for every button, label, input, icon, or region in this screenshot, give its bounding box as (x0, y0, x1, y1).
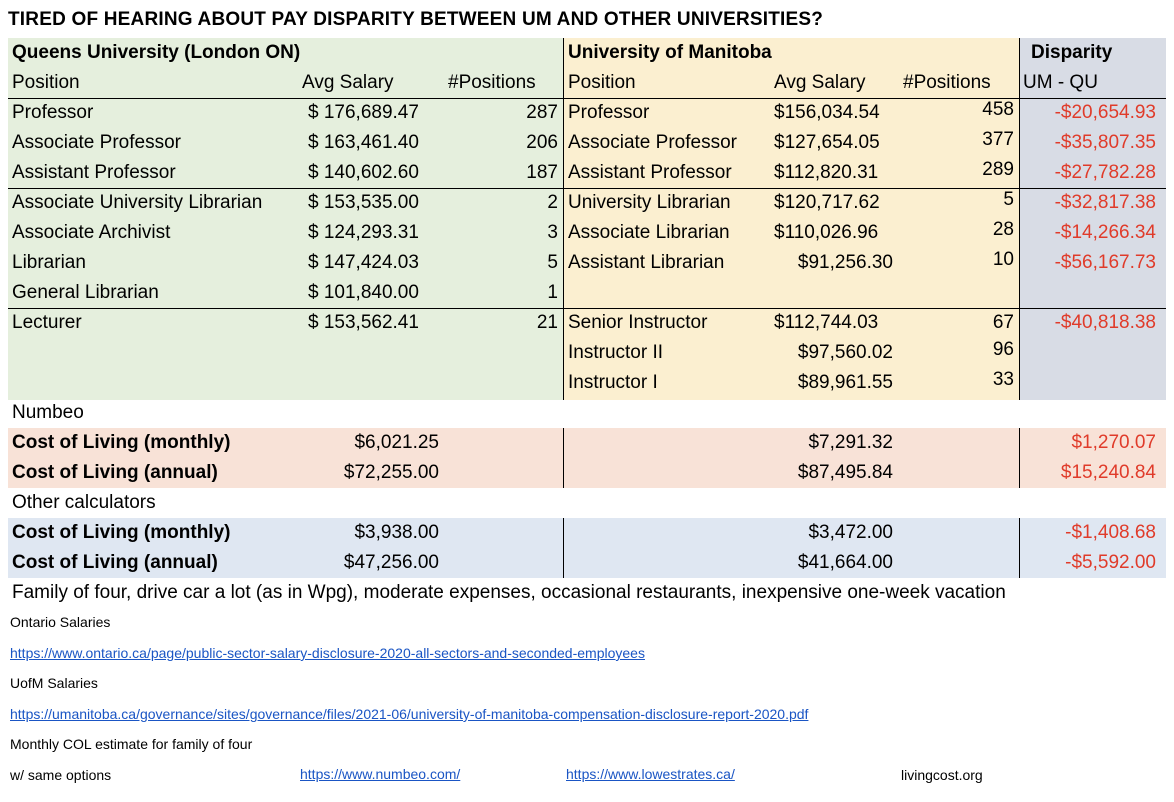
divider-line (563, 38, 564, 400)
count-cell: 3 (547, 222, 558, 243)
count-cell: 458 (982, 99, 1014, 120)
position-cell: Senior Instructor (568, 312, 708, 333)
salary-cell: $156,034.54 (774, 102, 880, 123)
other-annual-label: Cost of Living (annual) (12, 552, 218, 573)
col-estimate-label: Monthly COL estimate for family of four (10, 736, 253, 752)
count-cell: 2 (547, 192, 558, 213)
other-qu-monthly: $3,938.00 (354, 522, 439, 543)
divider-line (1019, 518, 1020, 578)
position-cell: Assistant Librarian (568, 252, 725, 273)
numbeo-qu-annual: $72,255.00 (343, 462, 439, 483)
count-cell: 187 (526, 162, 558, 183)
salary-cell: $89,961.55 (797, 372, 893, 393)
uofm-salaries-link[interactable]: https://umanitoba.ca/governance/sites/governance/files/2021-06/university-of-manitoba-compensation-disclosure-report-2020.pdf (10, 706, 809, 722)
column-header-position: Position (568, 72, 636, 93)
count-cell: 33 (992, 369, 1014, 390)
divider-line (1019, 428, 1020, 488)
numbeo-qu-monthly: $6,021.25 (354, 432, 439, 453)
numbeo-diff-monthly: $1,270.07 (1071, 432, 1156, 453)
count-cell: 67 (992, 312, 1014, 333)
position-cell: Associate Archivist (12, 222, 171, 243)
count-cell: 10 (992, 249, 1014, 270)
divider-line (1019, 38, 1020, 400)
position-cell: Assistant Professor (12, 162, 176, 183)
salary-cell: $ 176,689.47 (308, 102, 419, 123)
disparity-value: -$20,654.93 (1054, 102, 1156, 123)
salary-cell: $127,654.05 (774, 132, 880, 153)
family-note: Family of four, drive car a lot (as in Wpg), moderate expenses, occasional restaurants, inexpensive one-week vacation (12, 582, 1006, 603)
column-header-positions: #Positions (903, 72, 991, 93)
numbeo-link[interactable]: https://www.numbeo.com/ (300, 766, 461, 782)
disparity-value: -$14,266.34 (1054, 222, 1156, 243)
count-cell: 289 (982, 159, 1014, 180)
position-cell: Assistant Professor (568, 162, 732, 183)
other-diff-annual: -$5,592.00 (1065, 552, 1156, 573)
disparity-subheading: UM - QU (1023, 72, 1098, 93)
position-cell: Instructor I (568, 372, 658, 393)
lowestrates-link[interactable]: https://www.lowestrates.ca/ (566, 766, 735, 782)
salary-cell: $120,717.62 (774, 192, 880, 213)
salary-cell: $ 124,293.31 (308, 222, 419, 243)
count-cell: 21 (536, 312, 558, 333)
position-cell: Associate Professor (568, 132, 737, 153)
numbeo-diff-annual: $15,240.84 (1060, 462, 1156, 483)
position-cell: General Librarian (12, 282, 159, 303)
divider-line (563, 428, 564, 488)
salary-cell: $ 153,535.00 (308, 192, 419, 213)
position-cell: Professor (12, 102, 94, 123)
numbeo-monthly-label: Cost of Living (monthly) (12, 432, 231, 453)
other-qu-annual: $47,256.00 (343, 552, 439, 573)
column-header-avg-salary: Avg Salary (302, 72, 394, 93)
page-title: TIRED OF HEARING ABOUT PAY DISPARITY BETWEEN UM AND OTHER UNIVERSITIES? (8, 9, 824, 30)
position-cell: Associate Librarian (568, 222, 730, 243)
position-cell: Associate University Librarian (12, 192, 263, 213)
position-cell: University Librarian (568, 192, 731, 213)
queens-heading: Queens University (London ON) (12, 42, 301, 63)
count-cell: 5 (547, 252, 558, 273)
ontario-salaries-label: Ontario Salaries (10, 614, 111, 630)
count-cell: 206 (526, 132, 558, 153)
salary-cell: $ 147,424.03 (308, 252, 419, 273)
position-cell: Librarian (12, 252, 86, 273)
other-diff-monthly: -$1,408.68 (1065, 522, 1156, 543)
other-calculators-label: Other calculators (12, 492, 156, 513)
count-cell: 96 (992, 339, 1014, 360)
salary-cell: $91,256.30 (797, 252, 893, 273)
disparity-value: -$27,782.28 (1054, 162, 1156, 183)
um-heading: University of Manitoba (568, 42, 772, 63)
livingcost-label: livingcost.org (901, 767, 983, 783)
uofm-salaries-label: UofM Salaries (10, 675, 98, 691)
position-cell: Professor (568, 102, 650, 123)
numbeo-um-annual: $87,495.84 (797, 462, 893, 483)
disparity-value: -$35,807.35 (1054, 132, 1156, 153)
disparity-value: -$32,817.38 (1054, 192, 1156, 213)
column-header-positions: #Positions (448, 72, 536, 93)
disparity-value: -$56,167.73 (1054, 252, 1156, 273)
column-header-avg-salary: Avg Salary (774, 72, 866, 93)
salary-cell: $112,820.31 (774, 162, 879, 183)
count-cell: 5 (1003, 189, 1014, 210)
position-cell: Instructor II (568, 342, 664, 363)
count-cell: 28 (992, 219, 1014, 240)
count-cell: 1 (547, 282, 558, 303)
position-cell: Lecturer (12, 312, 82, 333)
salary-cell: $ 163,461.40 (308, 132, 419, 153)
column-header-position: Position (12, 72, 80, 93)
other-um-monthly: $3,472.00 (808, 522, 893, 543)
count-cell: 377 (982, 129, 1014, 150)
position-cell: Associate Professor (12, 132, 181, 153)
numbeo-annual-label: Cost of Living (annual) (12, 462, 218, 483)
disparity-value: -$40,818.38 (1054, 312, 1156, 333)
salary-cell: $ 153,562.41 (308, 312, 419, 333)
divider-line (563, 518, 564, 578)
same-options-label: w/ same options (10, 767, 112, 783)
numbeo-um-monthly: $7,291.32 (808, 432, 893, 453)
numbeo-label: Numbeo (12, 402, 84, 423)
other-monthly-label: Cost of Living (monthly) (12, 522, 231, 543)
salary-cell: $110,026.96 (774, 222, 879, 243)
disparity-heading: Disparity (1031, 42, 1113, 63)
salary-cell: $ 140,602.60 (308, 162, 419, 183)
salary-cell: $97,560.02 (797, 342, 893, 363)
other-um-annual: $41,664.00 (797, 552, 893, 573)
count-cell: 287 (526, 102, 558, 123)
ontario-salaries-link[interactable]: https://www.ontario.ca/page/public-sector-salary-disclosure-2020-all-sectors-and-seconded-employees (10, 645, 645, 661)
salary-cell: $112,744.03 (774, 312, 879, 333)
salary-cell: $ 101,840.00 (308, 282, 419, 303)
